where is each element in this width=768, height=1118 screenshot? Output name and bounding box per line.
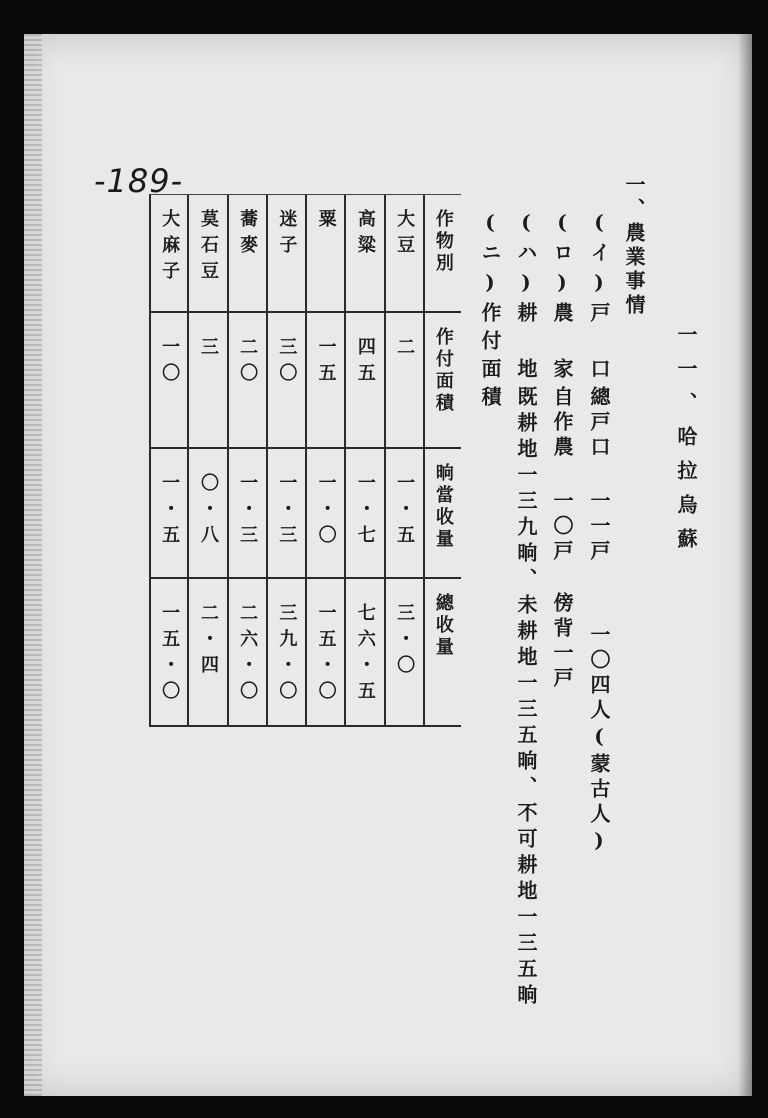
item-land-label: (ハ)耕 地 — [514, 210, 538, 386]
table-cell: 四五 — [345, 312, 384, 447]
table-cell: 一・七 — [345, 448, 384, 579]
land-text: 既耕地一三九晌、未耕地一三五晌、不可耕地一三五晌 — [514, 386, 538, 1010]
table-cell: 〇・八 — [188, 448, 227, 579]
crop-table — [149, 194, 461, 727]
table-cell: 三・〇 — [385, 578, 424, 725]
table-cell: 一・五 — [385, 448, 424, 579]
table-header-cell: 晌當收量 — [424, 448, 461, 579]
table-cell: 二六・〇 — [228, 578, 267, 725]
table-header-cell: 總收量 — [424, 578, 461, 725]
table-cell: 一・五 — [151, 448, 188, 579]
table-header-cell: 作付面積 — [424, 312, 461, 447]
table-cell: 一・〇 — [306, 448, 345, 579]
table-cell: 莫石豆 — [188, 195, 227, 312]
table-cell: 大豆 — [385, 195, 424, 312]
table-cell: 高粱 — [345, 195, 384, 312]
table-cell: 二 — [385, 312, 424, 447]
table-cell: 一五 — [306, 312, 345, 447]
crop-table-grid — [151, 195, 461, 725]
table-cell: 二・四 — [188, 578, 227, 725]
table-cell: 一〇 — [151, 312, 188, 447]
table-cell: 一五・〇 — [306, 578, 345, 725]
table-cell: 一・三 — [267, 448, 306, 579]
table-cell: 蕎麥 — [228, 195, 267, 312]
table-cell: 大麻子 — [159, 209, 181, 287]
households-count: 一一戸 — [587, 490, 611, 565]
table-cell: 迷子 — [267, 195, 306, 312]
farmers-self-label: 自作農 — [550, 386, 574, 461]
document-page — [24, 34, 752, 1096]
item-crops-label: (ニ)作付面積 — [478, 210, 502, 414]
table-cell: 三〇 — [267, 312, 306, 447]
table-cell: 一五・〇 — [151, 578, 188, 725]
item-households-label: (イ)戸 口 — [587, 210, 611, 386]
table-cell: 七六・五 — [345, 578, 384, 725]
page-number: -189- — [94, 162, 184, 200]
table-cell: 一・三 — [228, 448, 267, 579]
households-total-label: 總戸口 — [587, 386, 611, 461]
item-farmers-label: (ロ)農 家 — [550, 210, 574, 386]
table-cell: 粟 — [306, 195, 345, 312]
table-cell: 三九・〇 — [267, 578, 306, 725]
households-people: 一〇四人(蒙古人) — [587, 624, 611, 857]
sub-heading: 一、農業事情 — [622, 174, 646, 318]
table-cell: 三 — [188, 312, 227, 447]
farmers-hired: 傍背一戸 — [550, 592, 574, 692]
farmers-count: 一〇戸 — [550, 490, 574, 565]
section-heading: 一一、哈拉烏蘇 — [674, 324, 698, 562]
table-cell: 二〇 — [228, 312, 267, 447]
table-header-cell: 作物別 — [424, 195, 461, 312]
